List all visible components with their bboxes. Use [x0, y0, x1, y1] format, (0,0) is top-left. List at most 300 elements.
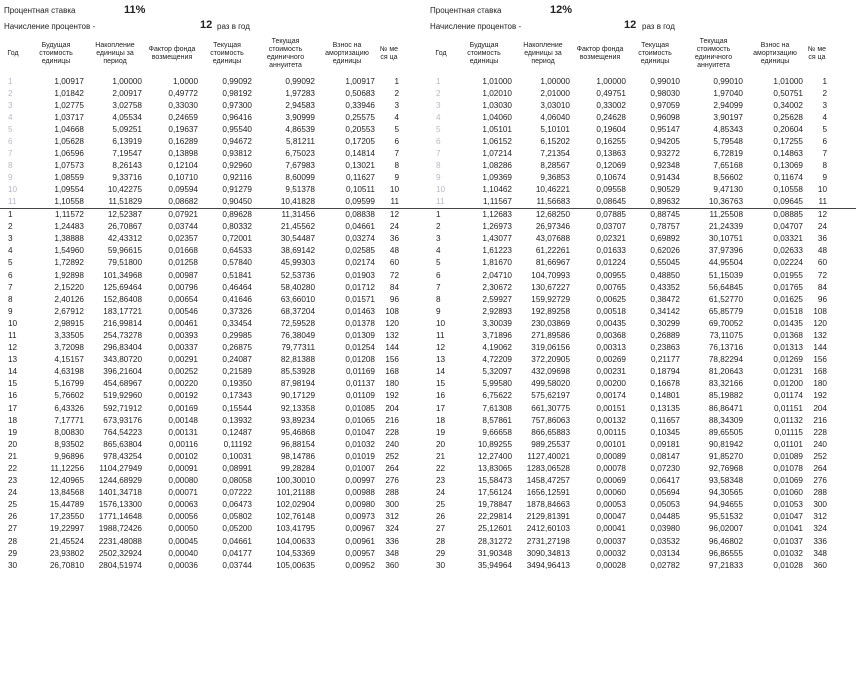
table-cell: 0,00091 — [168, 464, 198, 474]
table-cell: 0,09599 — [345, 197, 375, 206]
table-cell: 1 — [436, 77, 441, 86]
table-cell: 0,91434 — [650, 173, 680, 182]
table-row — [0, 124, 428, 136]
table-row — [428, 318, 856, 330]
table-cell: 10 — [436, 318, 446, 328]
table-cell-spacer — [829, 366, 856, 378]
table-cell: 17,56124 — [477, 488, 512, 498]
table-cell: 3,33505 — [54, 330, 84, 340]
table-cell: 10 — [8, 185, 18, 194]
table-row — [428, 112, 856, 124]
table-cell: 0,00291 — [168, 355, 198, 365]
table-cell: 6 — [394, 137, 399, 146]
table-cell: 25,12601 — [477, 524, 512, 534]
table-cell: 0,20604 — [773, 125, 803, 134]
table-cell: 0,03744 — [222, 560, 252, 570]
table-cell-spacer — [401, 112, 428, 124]
table-cell: 1,03030 — [482, 101, 512, 110]
table-cell: 6,15202 — [540, 137, 570, 146]
table-cell: 0,11627 — [346, 173, 375, 182]
table-cell: 0,10345 — [650, 427, 680, 437]
table-cell: 1 — [428, 209, 454, 222]
table-cell: 36 — [389, 234, 399, 244]
table-cell: 51,15039 — [708, 270, 743, 280]
table-cell: 0,92960 — [222, 161, 252, 170]
table-cell: 27 — [8, 524, 18, 534]
table-cell-spacer — [829, 76, 856, 88]
table-cell: 0,48850 — [650, 270, 680, 280]
table-cell: 0,13069 — [773, 161, 803, 170]
table-cell: 84 — [817, 282, 827, 292]
table-cell: 12,40965 — [49, 476, 84, 486]
table-cell: 271,89586 — [531, 330, 570, 340]
table-cell: 3,90197 — [713, 113, 743, 122]
table-cell: 6 — [436, 270, 441, 280]
table-cell: 9,33716 — [112, 173, 142, 182]
table-cell: 24 — [436, 488, 446, 498]
rate-label: Процентная ставка — [430, 6, 502, 15]
table-cell-spacer — [829, 209, 856, 222]
table-cell: 96,88154 — [280, 439, 315, 449]
table-cell: 12,27400 — [477, 451, 512, 461]
table-cell: 0,03707 — [596, 222, 626, 232]
table-cell-spacer — [401, 318, 428, 330]
table-cell: 98,14786 — [280, 451, 315, 461]
table-cell: 10 — [436, 185, 446, 194]
table-cell-spacer — [829, 160, 856, 172]
table-cell: 0,01208 — [345, 355, 375, 365]
column-header-spacer — [829, 32, 856, 76]
table-cell: 159,92729 — [531, 294, 570, 304]
table-cell: 61,22261 — [535, 246, 570, 256]
table-cell: 3090,34813 — [526, 548, 570, 558]
column-header: Будущая стоимость единицы — [467, 42, 501, 65]
table-cell-spacer — [829, 184, 856, 196]
table-cell: 0,07222 — [222, 488, 252, 498]
table-cell: 6,75023 — [285, 149, 315, 158]
column-header: Фактор фонда возмещения — [148, 46, 196, 61]
table-cell: 4,86539 — [285, 125, 315, 134]
table-cell: 28,31272 — [477, 536, 512, 546]
table-cell: 1,61223 — [482, 246, 512, 256]
table-cell: 29 — [436, 548, 446, 558]
accrual-suffix: раз в год — [642, 22, 675, 31]
table-cell: 1,12683 — [454, 209, 514, 222]
table-cell: 0,01151 — [774, 403, 803, 413]
table-cell: 0,01060 — [773, 488, 803, 498]
table-cell-spacer — [829, 548, 856, 560]
table-cell-spacer — [401, 136, 428, 148]
table-row — [428, 257, 856, 269]
table-cell-spacer — [401, 415, 428, 427]
table-cell: 0,16255 — [596, 137, 626, 146]
table-cell: 0,33002 — [596, 101, 626, 110]
table-cell: 6 — [822, 137, 827, 146]
table-row — [428, 76, 856, 88]
annuity-table — [0, 32, 428, 572]
table-cell-spacer — [829, 499, 856, 511]
table-cell: 204 — [813, 403, 827, 413]
table-cell: 575,62197 — [531, 391, 570, 401]
table-cell: 1,04060 — [482, 113, 512, 122]
table-cell: 4,85343 — [713, 125, 743, 134]
table-row — [0, 354, 428, 366]
table-cell-spacer — [401, 403, 428, 415]
table-cell: 0,24659 — [168, 113, 198, 122]
table-cell: 254,73278 — [103, 330, 142, 340]
table-cell: 13 — [436, 355, 446, 365]
table-cell: 96 — [389, 294, 399, 304]
table-row — [428, 306, 856, 318]
table-cell: 22 — [436, 464, 446, 474]
table-cell: 0,94672 — [222, 137, 252, 146]
table-cell: 0,01041 — [773, 524, 803, 534]
table-cell: 0,51841 — [222, 270, 252, 280]
table-cell-spacer — [401, 499, 428, 511]
table-cell: 0,03532 — [650, 536, 680, 546]
table-cell: 0,00115 — [597, 427, 626, 437]
table-cell: 1,43077 — [482, 234, 512, 244]
table-cell: 21,45562 — [280, 222, 315, 232]
table-cell: 5,79548 — [713, 137, 743, 146]
table-cell: 0,16678 — [650, 379, 680, 389]
table-row — [428, 88, 856, 100]
table-cell: 0,88745 — [628, 209, 682, 222]
table-cell: 10,36763 — [708, 197, 743, 206]
table-cell: 0,78757 — [650, 222, 680, 232]
table-cell-spacer — [829, 342, 856, 354]
table-cell: 180 — [385, 379, 399, 389]
table-cell: 7 — [436, 282, 441, 292]
table-cell: 1,26973 — [482, 222, 512, 232]
table-cell: 216 — [385, 415, 399, 425]
table-cell-spacer — [829, 136, 856, 148]
table-cell: 0,10558 — [773, 185, 803, 194]
table-cell: 0,01712 — [345, 282, 375, 292]
table-cell: 156 — [385, 355, 399, 365]
table-cell: 38,69142 — [280, 246, 315, 256]
table-cell-spacer — [829, 475, 856, 487]
table-cell: 0,00461 — [168, 318, 198, 328]
table-cell: 1104,27949 — [99, 464, 142, 474]
table-cell: 9 — [436, 306, 441, 316]
table-row — [0, 499, 428, 511]
table-cell-spacer — [401, 560, 428, 572]
table-cell: 0,94205 — [650, 137, 680, 146]
table-cell: 0,90450 — [222, 197, 252, 206]
table-cell: 4,15157 — [54, 355, 84, 365]
table-cell: 2,92893 — [482, 306, 512, 316]
table-cell: 0,02585 — [345, 246, 375, 256]
table-cell: 81,20643 — [708, 367, 743, 377]
table-cell-spacer — [829, 463, 856, 475]
table-row — [0, 221, 428, 233]
table-cell: 0,01137 — [346, 379, 375, 389]
table-cell: 0,46464 — [222, 282, 252, 292]
table-cell: 6 — [8, 270, 13, 280]
table-cell: 0,33454 — [222, 318, 252, 328]
table-cell: 1 — [8, 77, 13, 86]
table-row — [428, 366, 856, 378]
table-cell: 3,90999 — [285, 113, 315, 122]
table-cell-spacer — [829, 196, 856, 209]
table-cell: 20 — [436, 439, 446, 449]
table-row — [0, 475, 428, 487]
table-cell: 12,68250 — [514, 209, 572, 222]
table-cell-spacer — [401, 88, 428, 100]
table-cell: 0,17205 — [345, 137, 375, 146]
table-cell: 0,01101 — [774, 439, 803, 449]
table-cell: 18 — [436, 415, 446, 425]
table-cell: 144 — [813, 343, 827, 353]
table-cell: 0,30299 — [650, 318, 680, 328]
table-row — [0, 160, 428, 172]
table-cell: 0,80332 — [222, 222, 252, 232]
table-cell: 1656,12591 — [526, 488, 570, 498]
table-cell: 0,43352 — [650, 282, 680, 292]
table-cell: 0,01007 — [345, 464, 375, 474]
table-cell-spacer — [829, 294, 856, 306]
table-cell: 125,69464 — [103, 282, 142, 292]
table-cell: 0,00116 — [169, 439, 198, 449]
table-cell-spacer — [401, 390, 428, 402]
table-cell: 0,25628 — [773, 113, 803, 122]
table-cell-spacer — [401, 76, 428, 88]
rate-label: Процентная ставка — [4, 6, 76, 15]
table-cell: 12 — [805, 209, 829, 222]
table-cell: 5,76602 — [54, 391, 84, 401]
table-cell: 0,01518 — [773, 306, 803, 316]
table-row — [0, 427, 428, 439]
table-cell: 0,01037 — [773, 536, 803, 546]
table-cell: 230,03869 — [531, 318, 570, 328]
table-row — [0, 257, 428, 269]
table-cell-spacer — [829, 245, 856, 257]
table-cell: 6,75622 — [482, 391, 512, 401]
table-cell: 5 — [436, 258, 441, 268]
table-cell: 228 — [813, 427, 827, 437]
table-cell: 42,43312 — [107, 234, 142, 244]
table-cell: 63,66010 — [280, 294, 315, 304]
table-cell: 88,34309 — [708, 415, 743, 425]
table-cell: 348 — [385, 548, 399, 558]
table-cell: 130,67227 — [531, 282, 570, 292]
table-cell: 2129,81391 — [526, 512, 570, 522]
table-cell: 0,03980 — [650, 524, 680, 534]
table-cell: 24 — [817, 222, 827, 232]
table-cell: 6,43326 — [54, 403, 84, 413]
table-cell: 7 — [436, 149, 441, 158]
table-cell: 0,10710 — [168, 173, 198, 182]
table-cell: 0,01571 — [345, 294, 375, 304]
table-cell: 192 — [385, 391, 399, 401]
table-cell: 11 — [818, 197, 827, 206]
table-cell: 0,50751 — [773, 89, 803, 98]
table-cell: 0,24087 — [222, 355, 252, 365]
table-cell: 5 — [822, 125, 827, 134]
table-cell: 18 — [8, 415, 18, 425]
table-cell-spacer — [829, 378, 856, 390]
table-cell: 11 — [436, 197, 445, 206]
table-cell: 0,00080 — [168, 476, 198, 486]
table-cell: 0,00047 — [596, 512, 626, 522]
table-cell: 288 — [813, 488, 827, 498]
table-cell: 9 — [394, 173, 399, 182]
table-cell-spacer — [829, 221, 856, 233]
table-cell: 0,20553 — [345, 125, 375, 134]
table-cell: 69,70052 — [708, 318, 743, 328]
table-cell: 2 — [436, 89, 441, 98]
table-cell: 0,64533 — [222, 246, 252, 256]
table-cell: 7 — [394, 149, 399, 158]
table-cell-spacer — [829, 415, 856, 427]
table-cell: 0,14814 — [345, 149, 375, 158]
table-cell: 0,07885 — [572, 209, 628, 222]
table-cell: 19 — [436, 427, 446, 437]
table-cell: 0,04661 — [222, 536, 252, 546]
table-cell-spacer — [829, 451, 856, 463]
table-cell: 6,13919 — [112, 137, 142, 146]
table-cell: 9 — [822, 173, 827, 182]
table-cell: 8 — [436, 294, 441, 304]
table-cell: 1,05628 — [54, 137, 84, 146]
table-cell: 2,98915 — [54, 318, 84, 328]
table-cell: 3 — [394, 101, 399, 110]
table-row — [0, 245, 428, 257]
table-cell: 90,17129 — [280, 391, 315, 401]
table-cell: 2412,60103 — [526, 524, 570, 534]
table-row — [0, 148, 428, 160]
table-cell: 3,71896 — [482, 330, 512, 340]
table-cell: 8,00830 — [54, 427, 84, 437]
table-cell-spacer — [829, 403, 856, 415]
accrual-count: 12 — [200, 19, 213, 31]
table-cell: 1878,84663 — [526, 500, 570, 510]
table-cell: 1458,47257 — [526, 476, 570, 486]
table-cell: 0,00967 — [345, 524, 375, 534]
table-cell: 519,92960 — [103, 391, 142, 401]
table-cell: 0,00654 — [168, 294, 198, 304]
table-cell: 252 — [385, 451, 399, 461]
table-cell: 0,12487 — [222, 427, 252, 437]
table-cell: 0,10511 — [346, 185, 375, 194]
table-cell: 0,02782 — [650, 560, 680, 570]
table-cell: 0,99092 — [222, 77, 252, 86]
table-cell-spacer — [401, 511, 428, 523]
table-cell: 21,24339 — [708, 222, 743, 232]
table-cell: 0,21589 — [222, 367, 252, 377]
table-cell: 0,00980 — [345, 500, 375, 510]
table-row — [428, 523, 856, 535]
table-cell: 19,78847 — [477, 500, 512, 510]
table-cell: 25 — [436, 500, 446, 510]
table-cell: 96,86555 — [708, 548, 743, 558]
table-cell: 0,01115 — [774, 427, 803, 437]
table-cell-spacer — [401, 427, 428, 439]
table-cell: 0,01463 — [345, 306, 375, 316]
table-row — [0, 112, 428, 124]
table-cell: 11 — [390, 197, 399, 206]
table-cell: 168 — [813, 367, 827, 377]
table-cell-spacer — [829, 306, 856, 318]
table-cell: 4 — [822, 113, 827, 122]
table-cell: 0,19350 — [222, 379, 252, 389]
table-body — [0, 76, 428, 572]
table-cell: 1,10558 — [54, 197, 84, 206]
table-cell: 9,66658 — [482, 427, 512, 437]
table-cell: 0,01028 — [773, 560, 803, 570]
table-row — [428, 354, 856, 366]
table-cell: 0,37326 — [222, 306, 252, 316]
table-row — [0, 487, 428, 499]
table-cell-spacer — [829, 172, 856, 184]
table-cell: 2,94583 — [285, 101, 315, 110]
table-cell: 48 — [817, 246, 827, 256]
table-cell: 0,00393 — [168, 330, 198, 340]
table-cell: 1,07214 — [482, 149, 512, 158]
table-row — [428, 475, 856, 487]
table-cell: 0,01174 — [774, 391, 803, 401]
table-cell: 2502,32924 — [98, 548, 142, 558]
table-cell: 2 — [8, 89, 13, 98]
table-cell: 2 — [8, 222, 13, 232]
table-cell: 2,30672 — [482, 282, 512, 292]
table-cell-spacer — [829, 330, 856, 342]
table-cell: 0,00169 — [168, 403, 198, 413]
table-cell: 5 — [8, 258, 13, 268]
table-cell: 11 — [8, 330, 17, 340]
table-cell: 0,01258 — [168, 258, 198, 268]
table-cell: 90,81942 — [708, 439, 743, 449]
table-cell-spacer — [829, 88, 856, 100]
table-cell: 0,05694 — [650, 488, 680, 498]
table-cell-spacer — [829, 536, 856, 548]
column-header: Текущая стоимость единичного аннуитета — [694, 38, 733, 69]
accrual-label: Начисление процентов - — [430, 22, 522, 31]
table-cell: 0,04661 — [345, 222, 375, 232]
table-cell: 10 — [8, 318, 18, 328]
table-cell: 2,15220 — [54, 282, 84, 292]
table-cell-spacer — [401, 439, 428, 451]
table-cell-spacer — [401, 354, 428, 366]
table-cell: 15 — [436, 379, 446, 389]
table-cell: 1127,40021 — [527, 451, 570, 461]
table-cell: 59,96615 — [107, 246, 142, 256]
table-cell: 336 — [813, 536, 827, 546]
table-cell: 26,97346 — [535, 222, 570, 232]
table-cell: 7 — [8, 149, 13, 158]
table-cell: 1771,14648 — [98, 512, 142, 522]
table-cell: 0,00151 — [596, 403, 626, 413]
table-cell: 0,09181 — [650, 439, 680, 449]
table-cell: 15,44789 — [49, 500, 84, 510]
table-cell-spacer — [829, 282, 856, 294]
table-cell: 592,71912 — [103, 403, 142, 413]
table-cell: 43,07688 — [535, 234, 570, 244]
table-cell: 4,63198 — [54, 367, 84, 377]
table-cell: 1,03717 — [54, 113, 84, 122]
table-cell-spacer — [829, 354, 856, 366]
table-cell: 92,13358 — [280, 403, 315, 413]
table-cell: 0,10031 — [222, 451, 252, 461]
table-cell: 0,00063 — [168, 500, 198, 510]
column-header: Фактор фонда возмещения — [576, 46, 624, 61]
table-cell: 12 — [436, 343, 446, 353]
table-cell: 3,72098 — [54, 343, 84, 353]
table-cell: 0,99092 — [285, 77, 315, 86]
table-cell: 0,03744 — [168, 222, 198, 232]
table-cell: 7,67983 — [285, 161, 315, 170]
